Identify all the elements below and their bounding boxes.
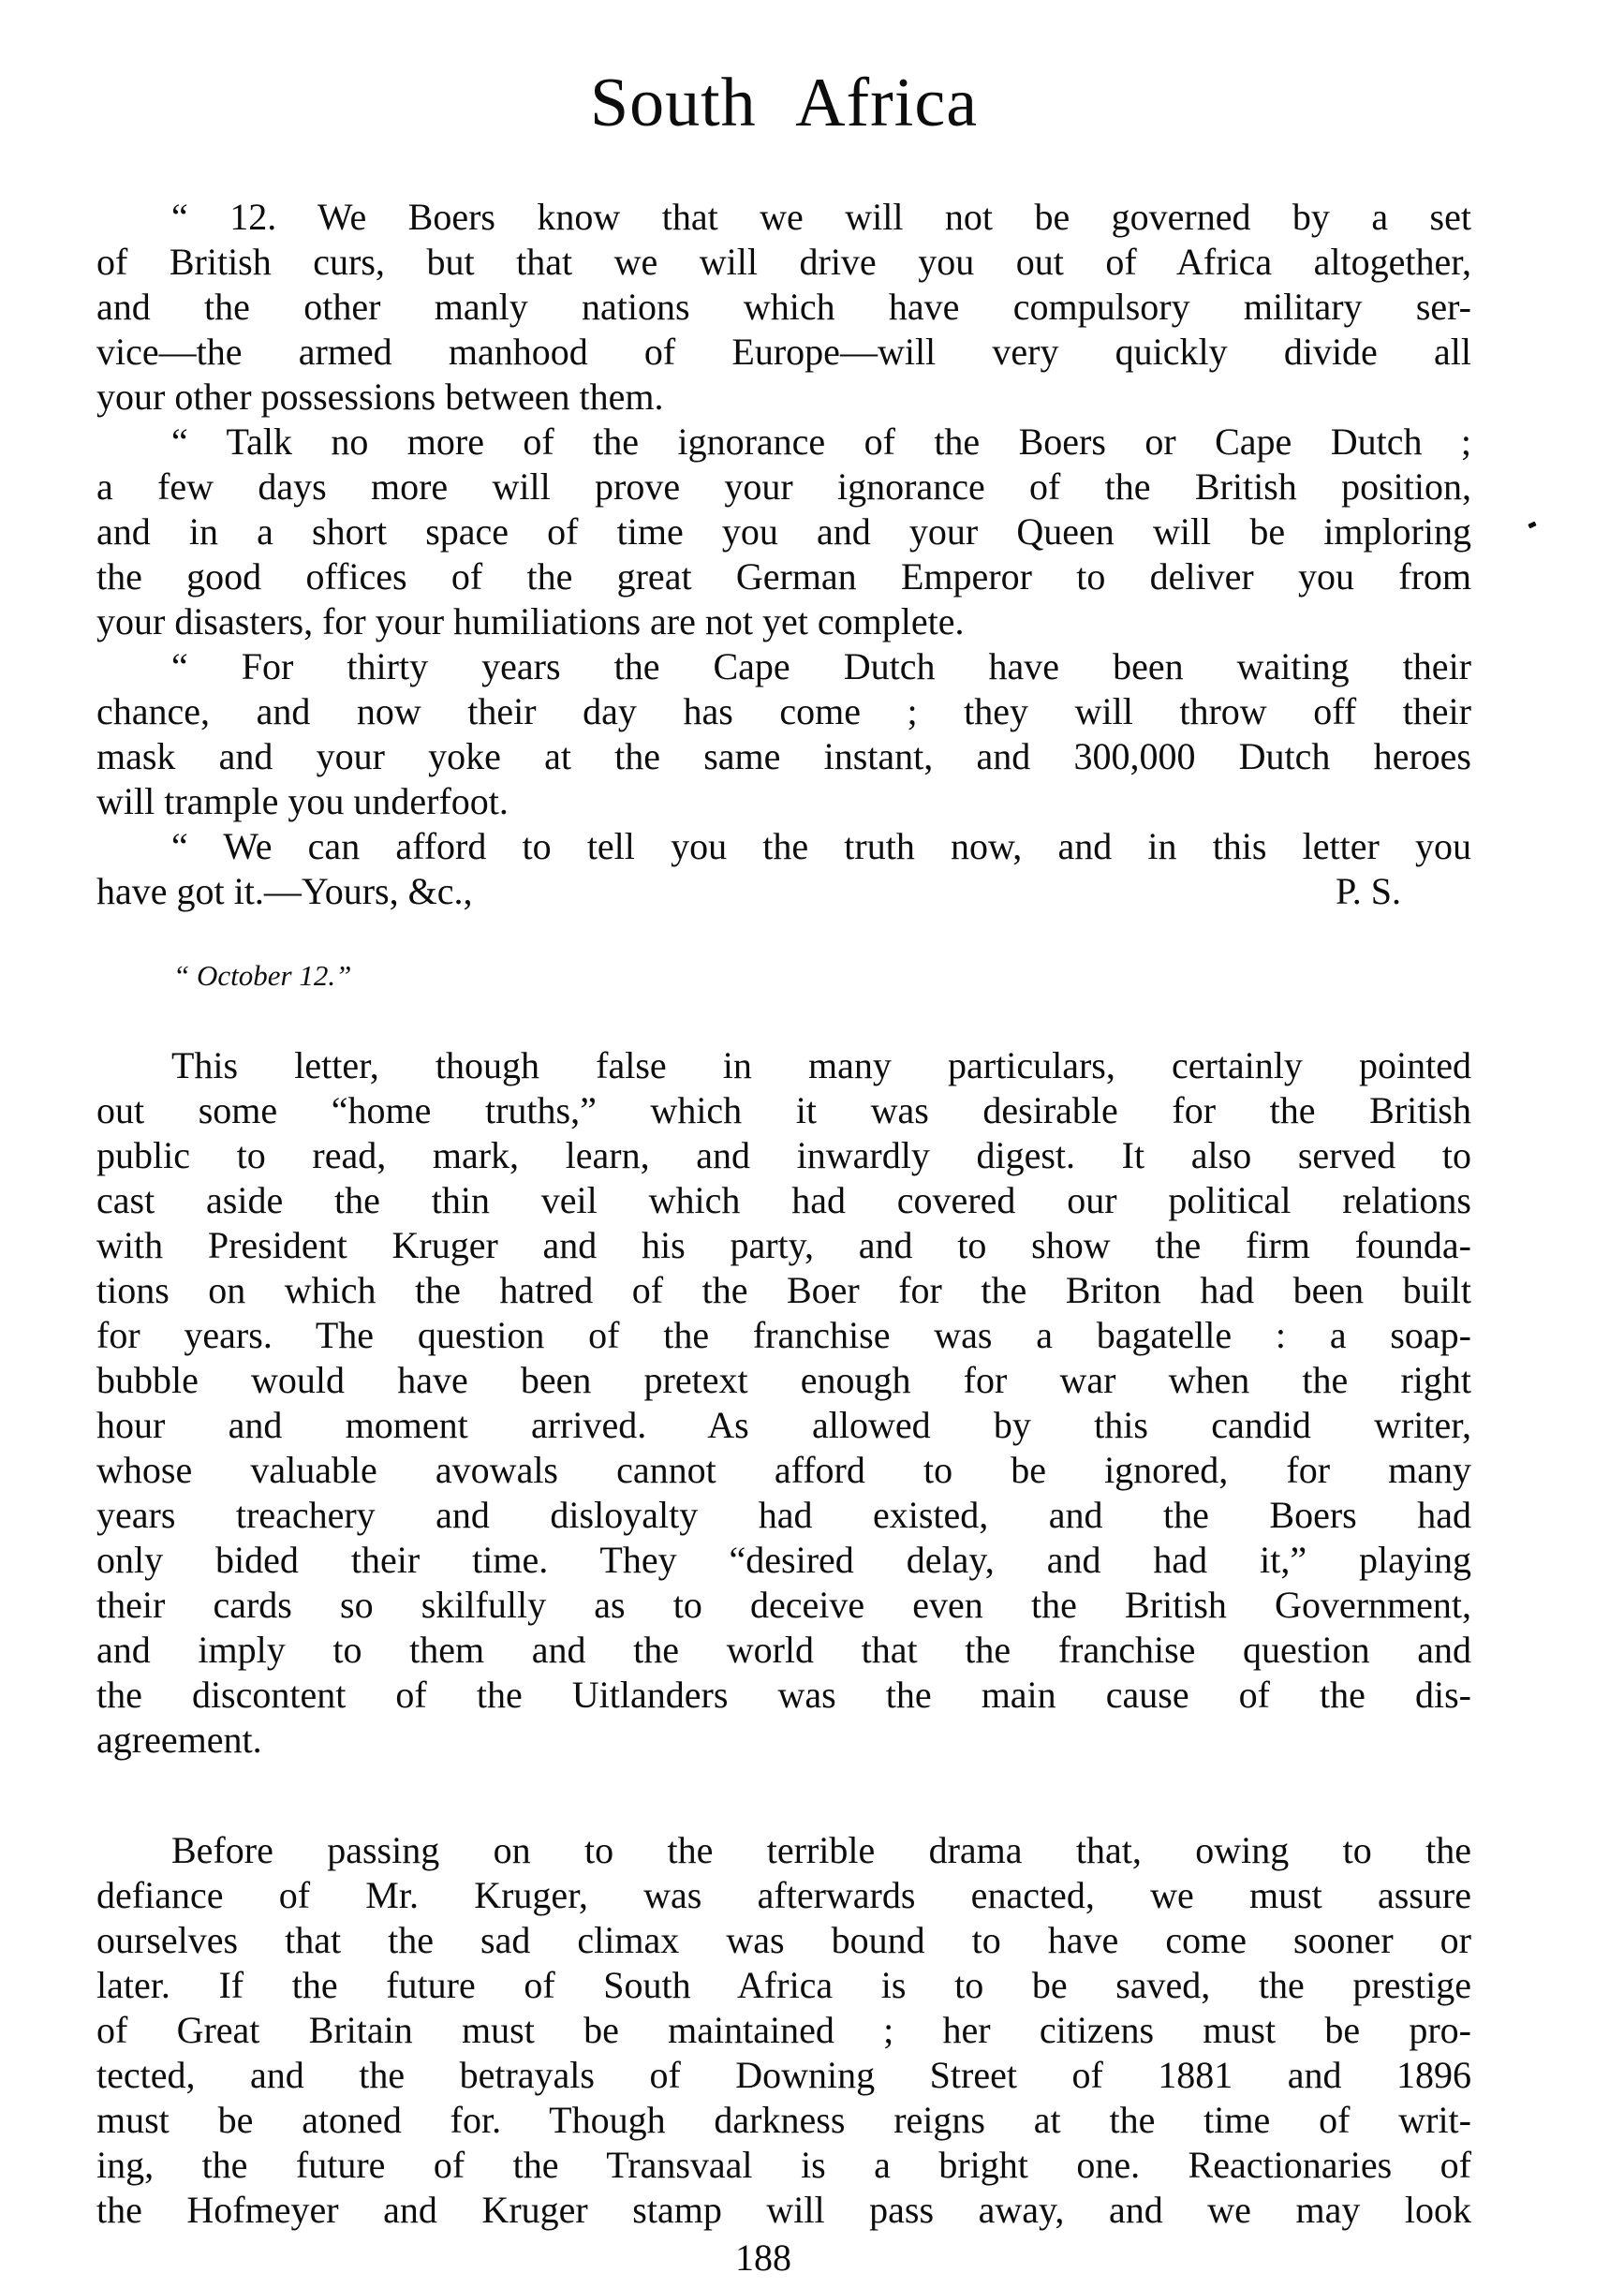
text-line: must be atoned for. Though darkness reigns at the time of writ- <box>96 2099 1471 2141</box>
text-line: the Hofmeyer and Kruger stamp will pass away, and we may look <box>96 2189 1471 2231</box>
letter-paragraph-2 <box>96 420 1471 644</box>
text-line: ing, the future of the Transvaal is a bright one. Reactionaries of <box>96 2144 1471 2186</box>
text-line: and imply to them and the world that the franchise question and <box>96 1629 1471 1671</box>
text-line: “ For thirty years the Cape Dutch have been waiting their <box>171 645 1471 687</box>
text-line: only bided their time. They “desired delay, and had it,” playing <box>96 1539 1471 1581</box>
text-line: for years. The question of the franchise was a bagatelle : a soap- <box>96 1314 1471 1356</box>
text-line: out some “home truths,” which it was desirable for the British <box>96 1089 1471 1131</box>
letter-paragraph-4 <box>96 824 1471 914</box>
text-line: agreement. <box>96 1719 262 1761</box>
text-line: your other possessions between them. <box>96 376 664 418</box>
text-line: will trample you underfoot. <box>96 780 509 822</box>
text-line: chance, and now their day has come ; they will throw off their <box>96 690 1471 732</box>
text-line: “ Talk no more of the ignorance of the Boers or Cape Dutch ; <box>171 421 1471 463</box>
text-line: “ 12. We Boers know that we will not be governed by a set <box>171 196 1471 238</box>
signoff-text: have got it.—Yours, &c., <box>96 870 473 912</box>
letter-signoff-line <box>96 869 1471 914</box>
text-line: the good offices of the great German Emperor to deliver you from <box>96 555 1471 598</box>
text-line: ourselves that the sad climax was bound to have come sooner or <box>96 1919 1471 1961</box>
text-line: Before passing on to the terrible drama that, owing to the <box>171 1829 1471 1871</box>
text-line: tected, and the betrayals of Downing Street of 1881 and 1896 <box>96 2054 1471 2096</box>
text-line: of British curs, but that we will drive you out of Africa altogether, <box>96 241 1471 283</box>
text-line: cast aside the thin veil which had covered our political relations <box>96 1179 1471 1221</box>
text-line: your disasters, for your humiliations are not yet complete. <box>96 600 965 642</box>
text-line: This letter, though false in many particulars, certainly pointed <box>171 1044 1471 1086</box>
text-line: their cards so skilfully as to deceive even the British Government, <box>96 1584 1471 1626</box>
text-column <box>96 0 1471 2278</box>
text-line: and the other manly nations which have compulsory military ser- <box>96 286 1471 328</box>
text-line: vice—the armed manhood of Europe—will very quickly divide all <box>96 331 1471 373</box>
commentary-paragraph-1 <box>96 1043 1471 1763</box>
commentary-paragraph-2 <box>96 1828 1471 2233</box>
letter-dateline: “ October 12.” <box>173 959 352 992</box>
letter-paragraph-3 <box>96 644 1471 824</box>
text-line: bubble would have been pretext enough for war when the right <box>96 1359 1471 1401</box>
text-line: and in a short space of time you and your Queen will be imploring <box>96 510 1471 553</box>
signoff-initials: P. S. <box>1335 870 1401 912</box>
page-title: South Africa <box>589 65 979 141</box>
text-line: whose valuable avowals cannot afford to be ignored, for many <box>96 1449 1471 1491</box>
text-line: “ We can afford to tell you the truth now, and in this letter you <box>171 825 1471 867</box>
text-line: a few days more will prove your ignorance of the British position, <box>96 465 1471 508</box>
text-line: public to read, mark, learn, and inwardly digest. It also served to <box>96 1134 1471 1176</box>
scan-speck <box>1528 522 1536 529</box>
letter-paragraph-1 <box>96 195 1471 420</box>
text-line: defiance of Mr. Kruger, was afterwards enacted, we must assure <box>96 1874 1471 1916</box>
text-line: hour and moment arrived. As allowed by this candid writer, <box>96 1404 1471 1446</box>
letter-excerpt <box>96 195 1471 995</box>
text-line: later. If the future of South Africa is to be saved, the prestige <box>96 1964 1471 2006</box>
page-number: 188 <box>735 2236 791 2279</box>
text-line: years treachery and disloyalty had existed, and the Boers had <box>96 1494 1471 1536</box>
text-line: the discontent of the Uitlanders was the main cause of the dis- <box>96 1674 1471 1716</box>
text-line: of Great Britain must be maintained ; her citizens must be pro- <box>96 2009 1471 2051</box>
text-line: mask and your yoke at the same instant, and 300,000 Dutch heroes <box>96 735 1471 777</box>
text-line: tions on which the hatred of the Boer for the Briton had been built <box>96 1269 1471 1311</box>
text-line: with President Kruger and his party, and to show the firm founda- <box>96 1224 1471 1266</box>
